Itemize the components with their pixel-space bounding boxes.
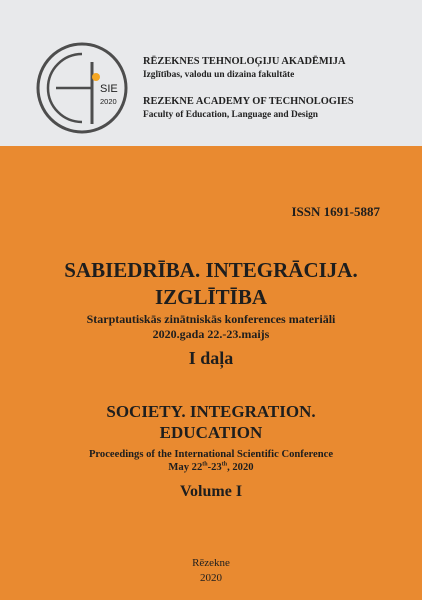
title-en-line2: EDUCATION xyxy=(159,423,263,442)
volume-en: Volume I xyxy=(179,483,243,500)
publication-year: 2020 xyxy=(200,572,222,584)
faculty-name-lv: Izglītības, valodu un dizaina fakultāte xyxy=(143,70,295,80)
title-lv-line1: SABIEDRĪBA. INTEGRĀCIJA. xyxy=(64,258,358,282)
faculty-name-en: Faculty of Education, Language and Design xyxy=(143,110,319,120)
cover-header xyxy=(0,0,422,146)
date-en xyxy=(0,462,422,473)
logo-year: 2020 xyxy=(100,97,117,106)
institution-name-lv: RĒZEKNES TEHNOLOĢIJU AKADĒMIJA xyxy=(143,56,346,67)
volume-lv: I daļa xyxy=(188,348,234,368)
issn-label: ISSN 1691-5887 xyxy=(291,204,380,219)
date-lv: 2020.gada 22.-23.maijs xyxy=(152,327,270,341)
institution-name-en: REZEKNE ACADEMY OF TECHNOLOGIES xyxy=(143,96,354,107)
logo-dot xyxy=(92,73,100,81)
subtitle-en: Proceedings of the International Scientific Conference xyxy=(88,449,334,460)
title-lv-line2: IZGLĪTĪBA xyxy=(154,285,268,309)
subtitle-lv: Starptautiskās zinātniskās konferences materiāli xyxy=(86,312,336,326)
sie-logo xyxy=(34,40,130,136)
logo-label: SIE xyxy=(100,83,118,95)
date-en-prefix: May 22 xyxy=(168,462,203,473)
date-en-suffix: , 2020 xyxy=(227,462,254,473)
title-en-line1: SOCIETY. INTEGRATION. xyxy=(106,402,316,421)
date-en-sup1: th xyxy=(202,461,208,468)
date-en-sup2: th xyxy=(221,461,228,468)
publication-place: Rēzekne xyxy=(192,557,230,569)
date-en-mid: -23 xyxy=(207,462,222,473)
